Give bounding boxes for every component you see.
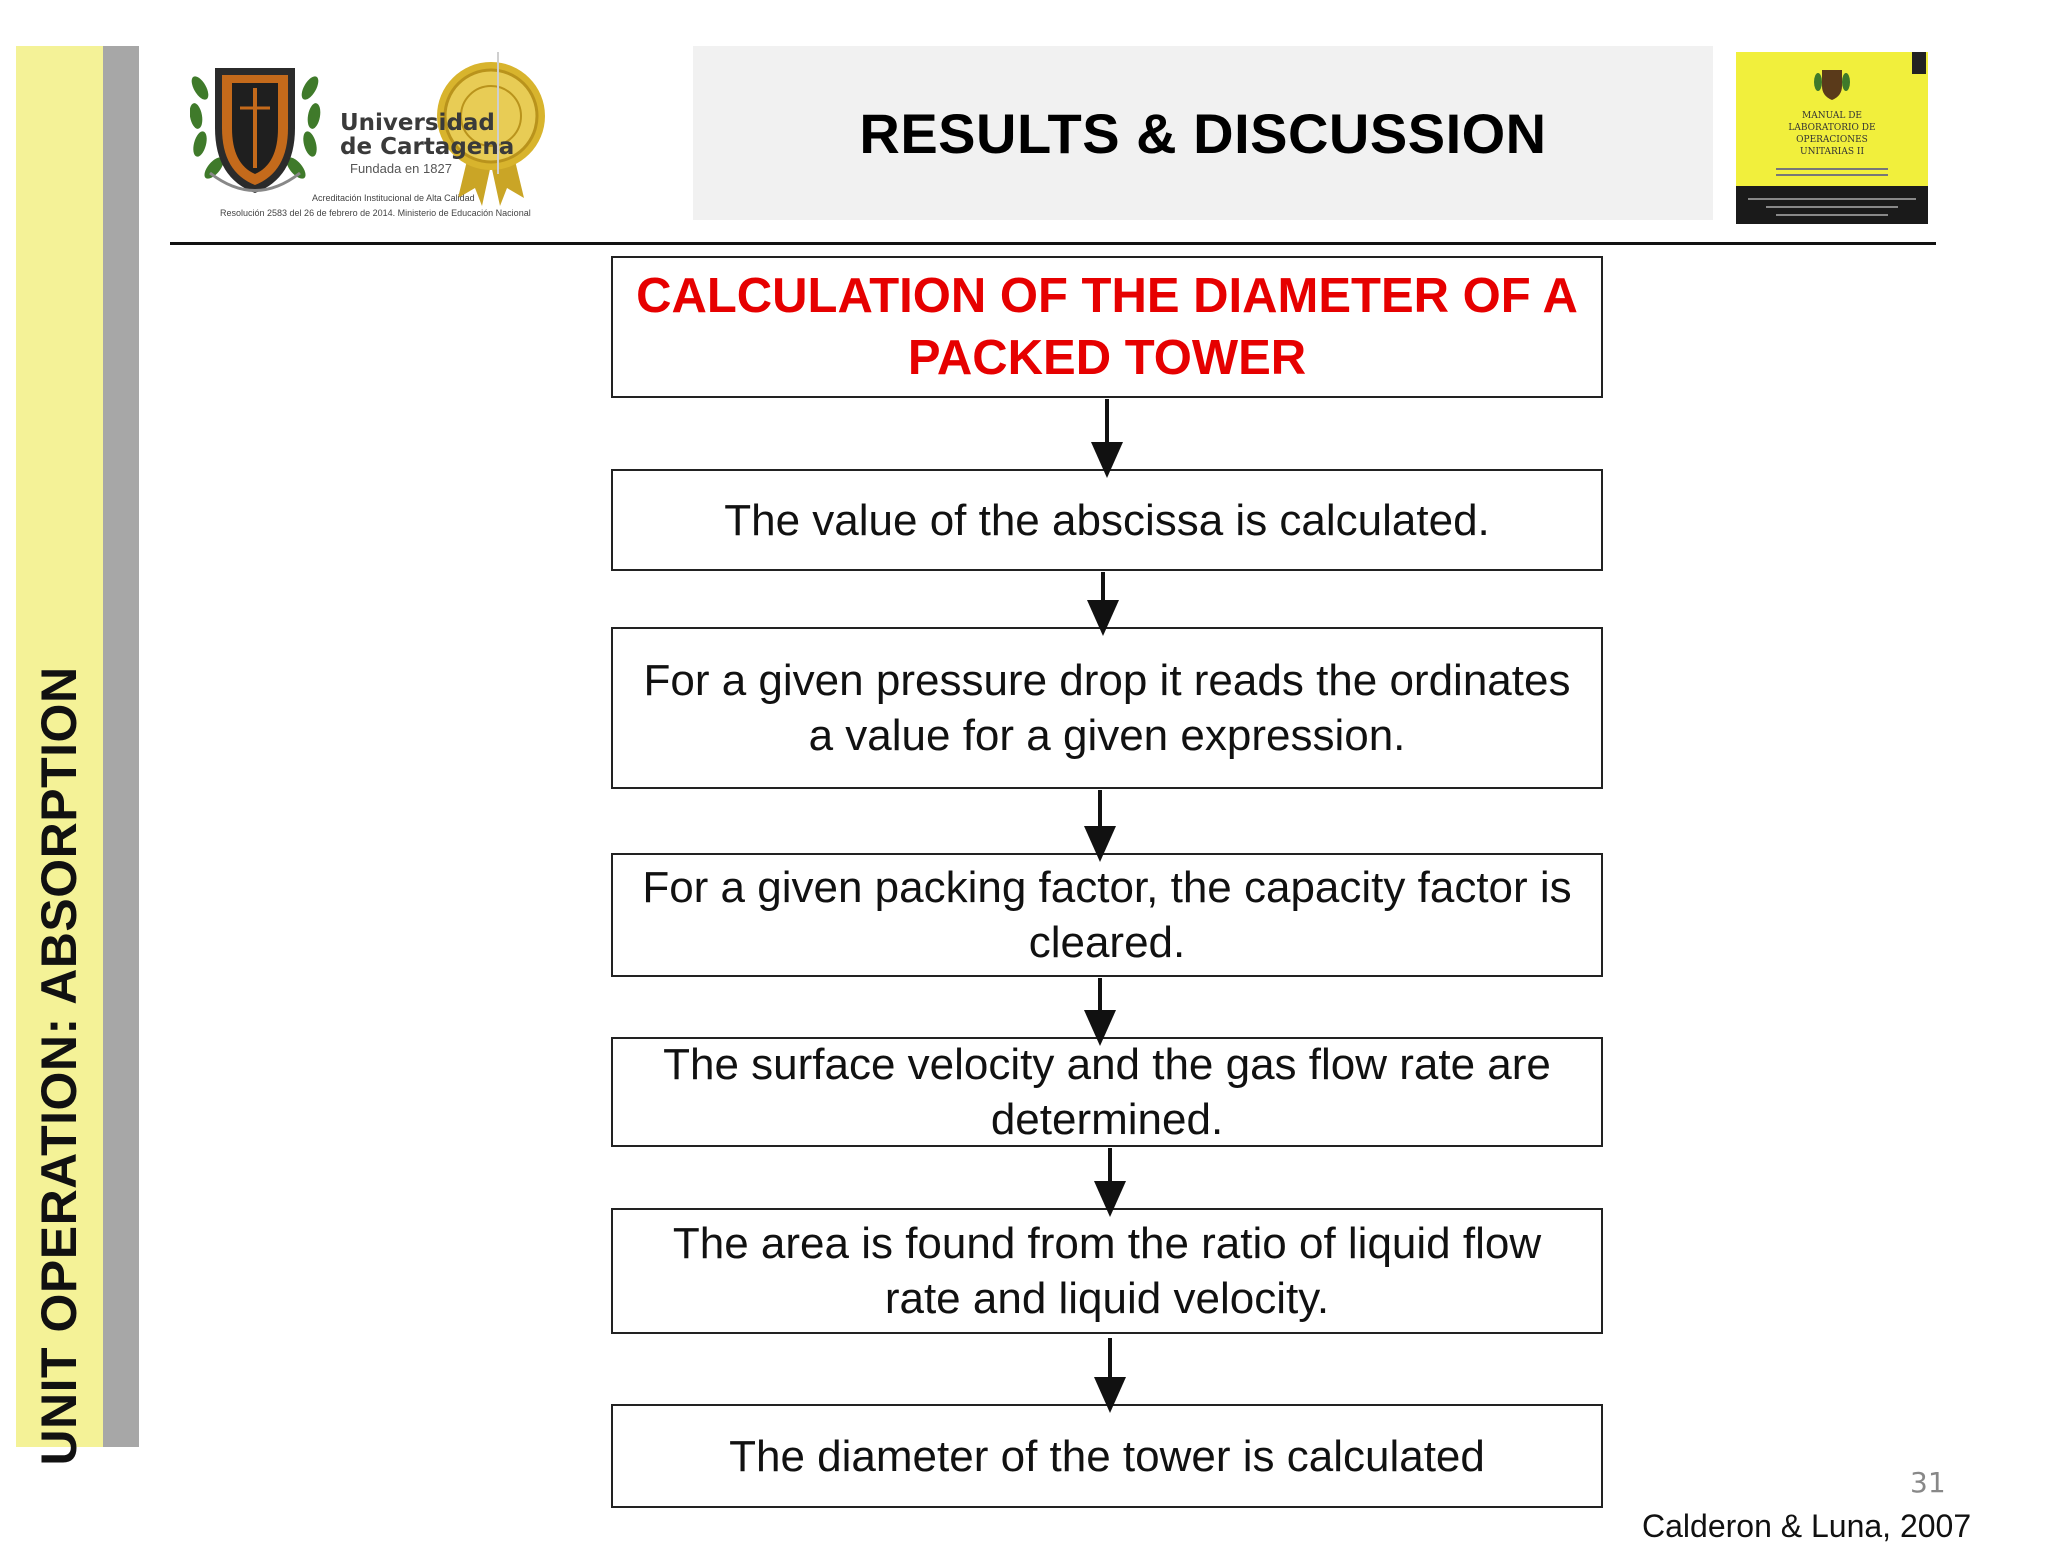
- header-rule: [170, 242, 1936, 245]
- step-text: The diameter of the tower is calculated: [729, 1431, 1485, 1481]
- flowchart-title: CALCULATION OF THE DIAMETER OF A PACKED TOWER: [636, 269, 1578, 385]
- step-text: For a given pressure drop it reads the ordinates a value for a given expression.: [643, 656, 1571, 760]
- step-text: For a given packing factor, the capacity factor is cleared.: [642, 863, 1572, 967]
- flowchart-step-6: [611, 1404, 1603, 1508]
- sidebar-strip: [103, 46, 139, 1447]
- book-title-line: UNITARIAS II: [1800, 147, 1864, 157]
- flowchart-step-2: [611, 627, 1603, 789]
- book-title-line: OPERACIONES: [1796, 135, 1868, 145]
- flowchart-step-4: [611, 1037, 1603, 1147]
- page-number: 31: [1910, 1466, 1946, 1499]
- university-name: Universidad de Cartagena: [340, 110, 515, 160]
- flowchart-step-5: [611, 1208, 1603, 1334]
- crest-icon: [215, 68, 295, 193]
- step-text: The area is found from the ratio of liquid flow rate and liquid velocity.: [672, 1219, 1542, 1323]
- book-title-line: MANUAL DE: [1801, 111, 1863, 121]
- university-founded: Fundada en 1827: [350, 161, 452, 176]
- accreditation-resolution: Resolución 2583 del 26 de febrero de 2014. Ministerio de Educación Nacional: [220, 208, 531, 218]
- slide-title: RESULTS & DISCUSSION: [859, 101, 1547, 165]
- accreditation-line: Acreditación Institucional de Alta Calidad: [312, 193, 475, 203]
- flowchart-step-3: [611, 853, 1603, 977]
- flowchart-title-box: [611, 256, 1603, 398]
- book-title-line: LABORATORIO DE: [1788, 123, 1876, 133]
- flowchart-step-1: [611, 469, 1603, 571]
- step-text: The surface velocity and the gas flow rate are determined.: [663, 1040, 1551, 1144]
- step-text: The value of the abscissa is calculated.: [724, 495, 1490, 545]
- sidebar-label: UNIT OPERATION: ABSORPTION: [31, 666, 87, 1466]
- lab-manual-cover: [1736, 52, 1928, 224]
- citation: Calderon & Luna, 2007: [1642, 1508, 1972, 1544]
